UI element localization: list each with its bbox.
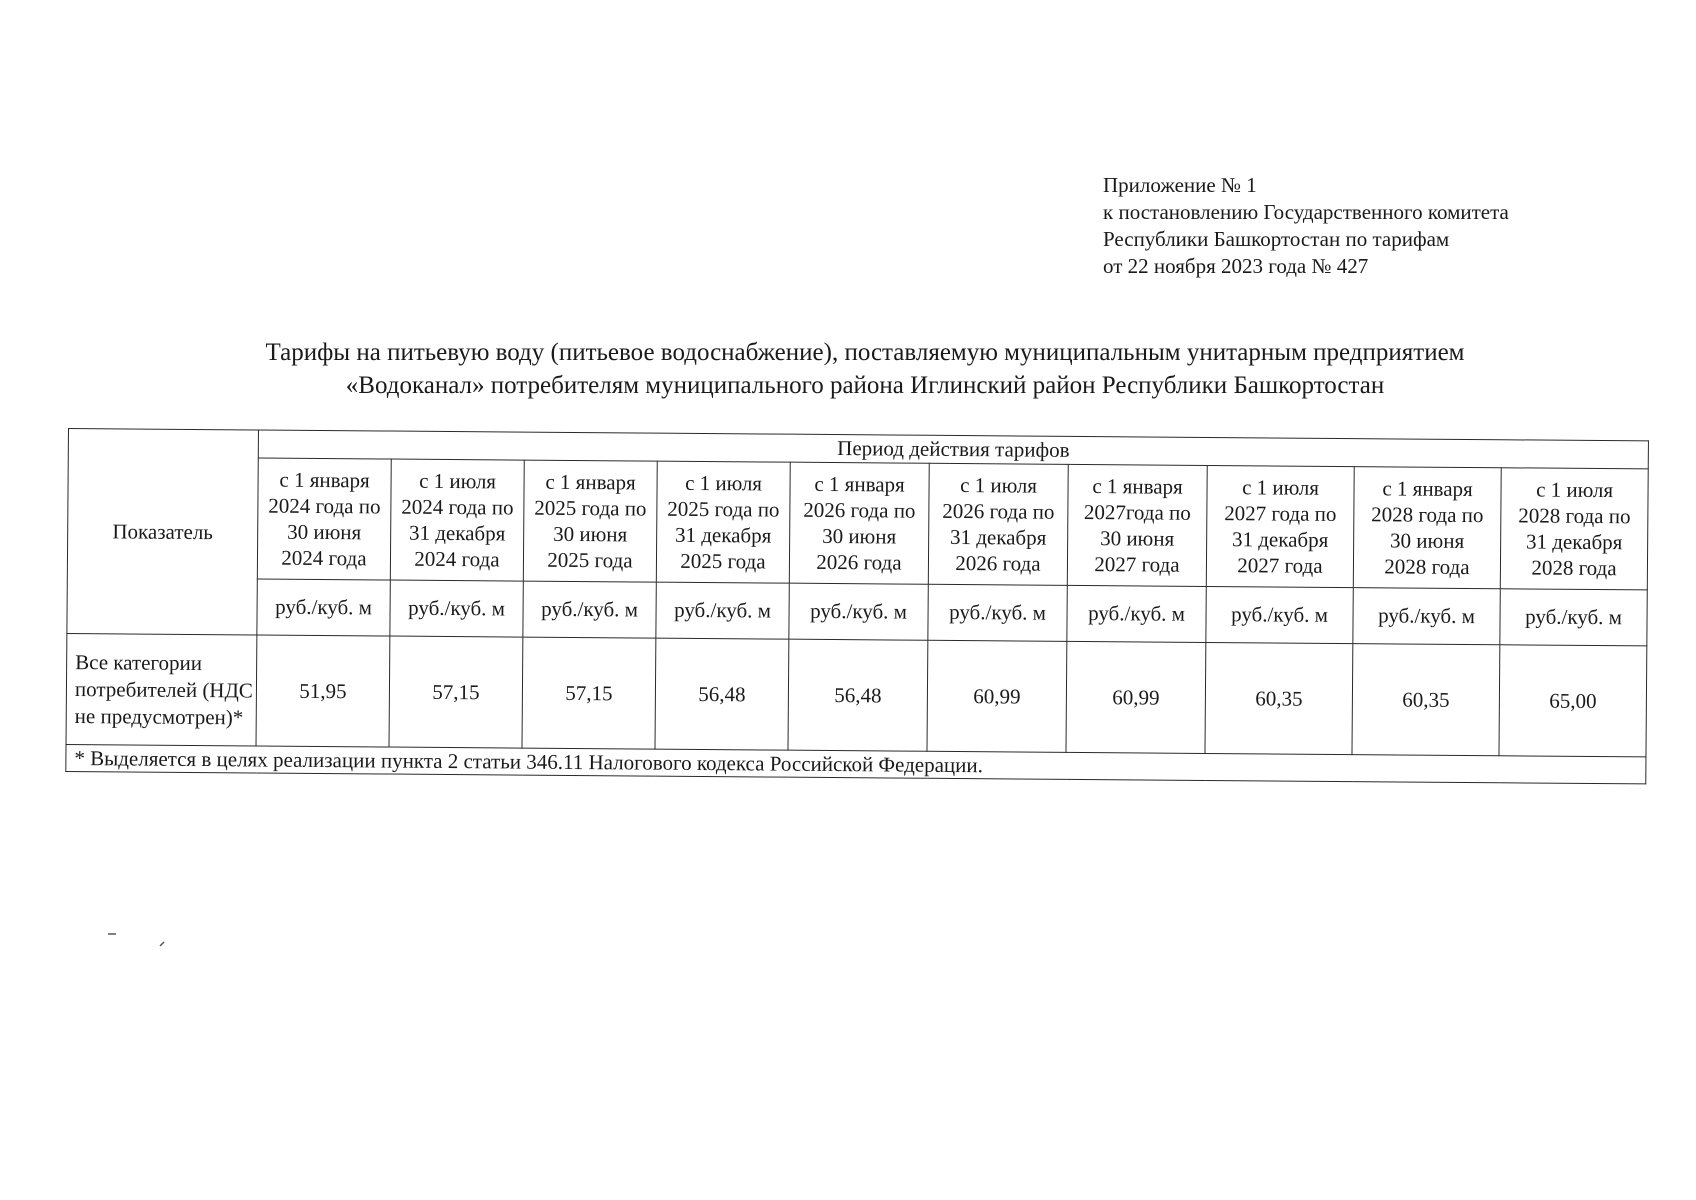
unit-cell: руб./куб. м [1206, 586, 1353, 643]
tariff-value: 57,15 [389, 636, 523, 748]
indicator-header: Показатель [67, 429, 259, 635]
tariff-value: 60,99 [1066, 641, 1206, 753]
unit-cell: руб./куб. м [789, 583, 928, 640]
period-cell: с 1 января 2028 года по 30 июня 2028 года [1353, 466, 1501, 589]
period-cell: с 1 июля 2025 года по 31 декабря 2025 года [656, 461, 790, 583]
period-cell: с 1 июля 2028 года по 31 декабря 2028 года [1500, 467, 1648, 590]
tariff-value: 51,95 [256, 635, 390, 747]
tariff-value: 60,99 [927, 640, 1067, 752]
tariff-value: 60,35 [1205, 642, 1353, 754]
tariff-value: 56,48 [788, 639, 928, 751]
tariff-value: 60,35 [1352, 644, 1500, 756]
document-title-line-2: «Водоканал» потребителям муниципального района Иглинский район Республики Башкортостан [345, 372, 1385, 399]
period-cell: с 1 июля 2024 года по 31 декабря 2024 года [390, 459, 524, 581]
appendix-block [1103, 172, 1509, 280]
unit-cell: руб./куб. м [928, 584, 1067, 641]
appendix-committee: Республики Башкортостан по тарифам [1103, 227, 1450, 251]
scan-mark [160, 942, 164, 946]
appendix-number: Приложение № 1 [1103, 173, 1257, 197]
period-cell: с 1 января 2026 года по 30 июня 2026 года [789, 462, 929, 584]
period-header: Период действия тарифов [258, 430, 1648, 468]
unit-cell: руб./куб. м [656, 582, 789, 639]
period-cell: с 1 января 2024 года по 30 июня 2024 года [257, 458, 391, 580]
appendix-date: от 22 ноября 2023 года № 427 [1103, 254, 1369, 278]
unit-cell: руб./куб. м [1067, 585, 1206, 642]
unit-cell: руб./куб. м [523, 581, 656, 638]
period-cell: с 1 июля 2026 года по 31 декабря 2026 года [928, 463, 1068, 585]
document-title [120, 336, 1610, 402]
scan-marks [108, 930, 168, 950]
tariff-value: 56,48 [655, 638, 789, 750]
period-cell: с 1 июля 2027 года по 31 декабря 2027 года [1206, 465, 1354, 588]
table-row [66, 633, 1647, 756]
tariff-value: 57,15 [522, 637, 656, 749]
period-cell: с 1 января 2027года по 30 июня 2027 года [1067, 464, 1207, 586]
row-label: Все категории потребителей (НДС не предусмотрен)* [66, 633, 257, 745]
tariff-table [65, 428, 1649, 784]
unit-cell: руб./куб. м [1353, 587, 1500, 644]
period-cell: с 1 января 2025 года по 30 июня 2025 года [523, 460, 657, 582]
tariff-value: 65,00 [1499, 645, 1647, 757]
footnote: * Выделяется в целях реализации пункта 2 статьи 346.11 Налогового кодекса Российской Федерации. [66, 744, 1646, 783]
document-title-line-1: Тарифы на питьевую воду (питьевое водоснабжение), поставляемую муниципальным унитарным предприятием [265, 339, 1465, 366]
unit-cell: руб./куб. м [390, 580, 523, 637]
header-row-dates [67, 456, 1648, 590]
unit-cell: руб./куб. м [257, 579, 390, 636]
appendix-resolution: к постановлению Государственного комитета [1103, 200, 1509, 224]
unit-cell: руб./куб. м [1500, 589, 1648, 646]
